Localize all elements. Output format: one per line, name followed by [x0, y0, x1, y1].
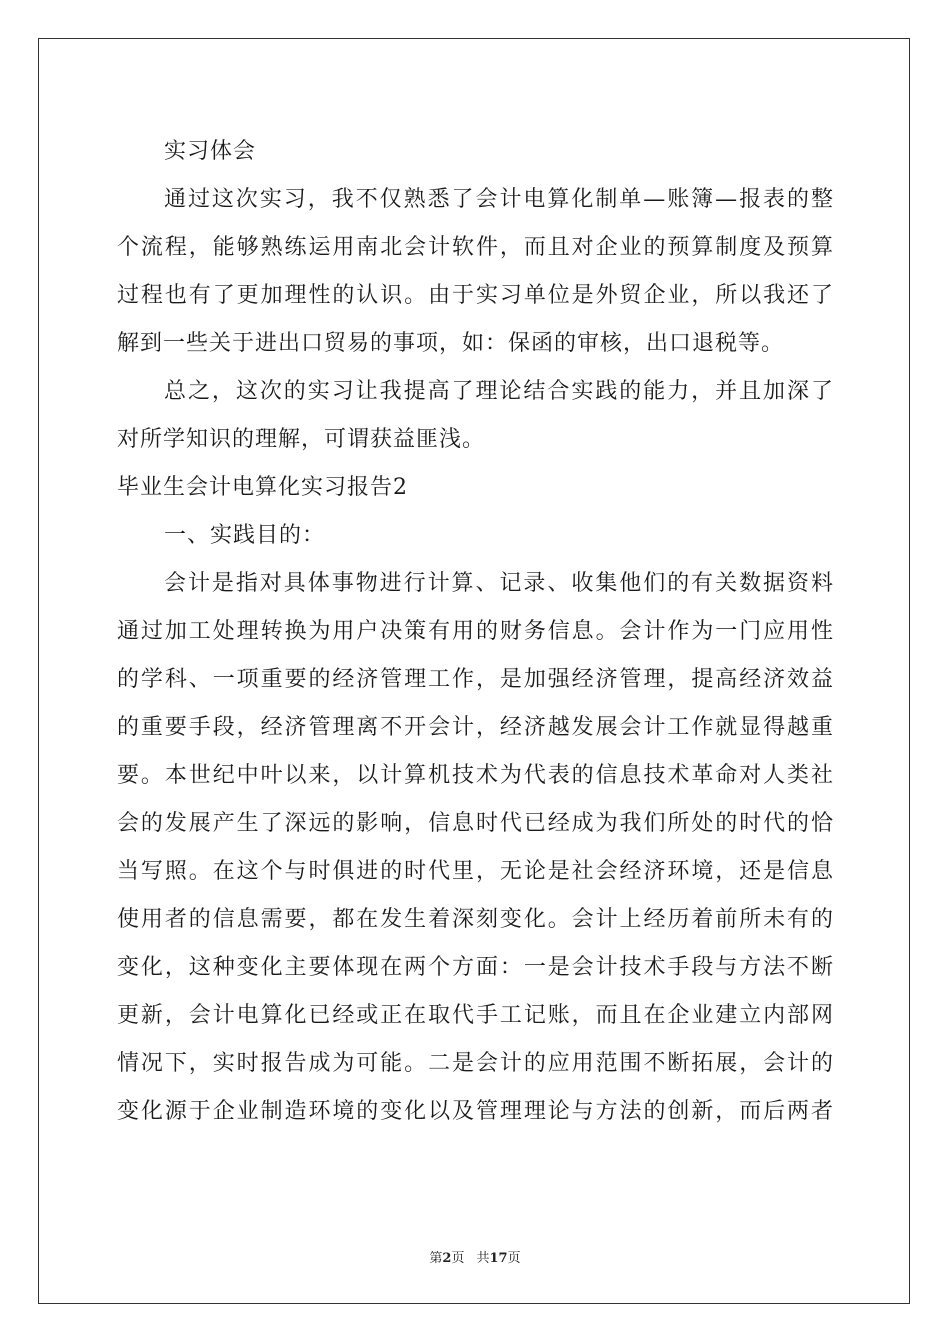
document-body: [117, 128, 833, 1136]
paragraph-line: 情况下，实时报告成为可能。二是会计的应用范围不断拓展，会计的: [117, 1051, 833, 1076]
report-title: 毕业生会计电算化实习报告2: [117, 475, 408, 500]
total-pages: 17: [489, 1251, 508, 1266]
paragraph-line: 通过这次实习，我不仅熟悉了会计电算化制单—账簿—报表的整: [164, 187, 833, 212]
paragraph-line: 要。本世纪中叶以来，以计算机技术为代表的信息技术革命对人类社: [117, 763, 833, 788]
page-prefix: 第: [429, 1251, 443, 1266]
section-heading: 实习体会: [164, 139, 257, 164]
paragraph-line: 解到一些关于进出口贸易的事项，如：保函的审核，出口退税等。: [117, 331, 785, 356]
paragraph-line: 更新，会计电算化已经或正在取代手工记账，而且在企业建立内部网: [117, 1003, 833, 1028]
paragraph-line: 通过加工处理转换为用户决策有用的财务信息。会计作为一门应用性: [117, 619, 833, 644]
paragraph-line: 的重要手段，经济管理离不开会计，经济越发展会计工作就显得越重: [117, 715, 833, 740]
paragraph-line: 会计是指对具体事物进行计算、记录、收集他们的有关数据资料: [164, 571, 833, 596]
paragraph-line: 会的发展产生了深远的影响，信息时代已经成为我们所处的时代的恰: [117, 811, 833, 836]
paragraph-line: 过程也有了更加理性的认识。由于实习单位是外贸企业，所以我还了: [117, 283, 833, 308]
paragraph-line: 变化，这种变化主要体现在两个方面：一是会计技术手段与方法不断: [117, 955, 833, 980]
page-footer: [0, 1247, 950, 1266]
paragraph-line: 使用者的信息需要，都在发生着深刻变化。会计上经历着前所未有的: [117, 907, 833, 932]
total-prefix: 共: [476, 1251, 490, 1266]
paragraph-line: 变化源于企业制造环境的变化以及管理理论与方法的创新，而后两者: [117, 1099, 833, 1124]
paragraph-line: 总之，这次的实习让我提高了理论结合实践的能力，并且加深了: [164, 379, 833, 404]
page-suffix: 页: [451, 1251, 465, 1266]
paragraph-line: 当写照。在这个与时俱进的时代里，无论是社会经济环境，还是信息: [117, 859, 833, 884]
page-number: 2: [442, 1251, 452, 1266]
paragraph-line: 的学科、一项重要的经济管理工作，是加强经济管理，提高经济效益: [117, 667, 833, 692]
paragraph-line: 个流程，能够熟练运用南北会计软件，而且对企业的预算制度及预算: [117, 235, 833, 260]
total-suffix: 页: [507, 1251, 521, 1266]
paragraph-line: 对所学知识的理解，可谓获益匪浅。: [117, 427, 486, 452]
section-heading: 一、实践目的：: [164, 523, 326, 548]
